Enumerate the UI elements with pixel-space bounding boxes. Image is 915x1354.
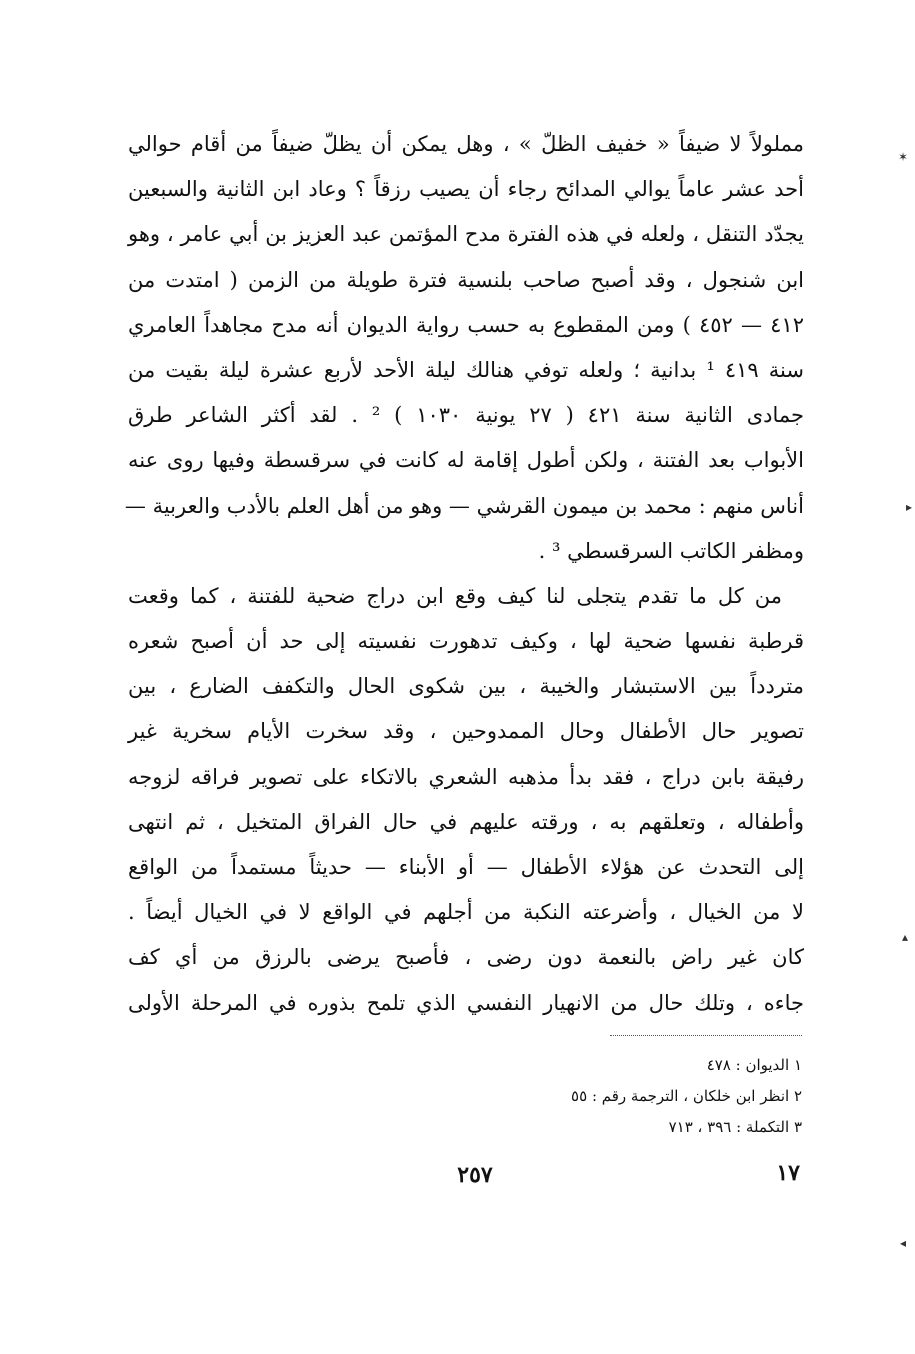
text-line: قرطبة نفسها ضحية لها ، وكيف تدهورت نفسيته إلى حد أن أصبح شعره bbox=[128, 629, 804, 654]
text-line: رفيقة بابن دراج ، فقد بدأ مذهبه الشعري بالاتكاء على تصوير فراقه لزوجه bbox=[128, 764, 804, 789]
text-line: مملولاً لا ضيفاً « خفيف الظلّ » ، وهل يمكن أن يظلّ ضيفاً من أقام حوالي bbox=[128, 132, 804, 156]
footnote: ١ الديوان : ٤٧٨ bbox=[706, 1056, 802, 1074]
text-line: أناس منهم : محمد بن ميمون القرشي — وهو من أهل العلم بالأدب والعربية — bbox=[124, 493, 804, 518]
body-text bbox=[124, 122, 805, 1026]
text-line: ٤١٢ — ٤٥٢ ) ومن المقطوع به حسب رواية الديوان أنه مدح مجاهداً العامري bbox=[128, 312, 804, 337]
text-line: ومظفر الكاتب السرقسطي ³ . bbox=[538, 538, 804, 563]
text-line: وأطفاله ، وتعلقهم به ، ورقته عليهم في حال الفراق المتخيل ، ثم انتهى bbox=[128, 809, 804, 834]
scan-mark-icon: ▸ bbox=[906, 500, 913, 514]
footnote: ٣ التكملة : ٣٩٦ ، ٧١٣ bbox=[668, 1118, 802, 1136]
text-line: لا من الخيال ، وأضرعته النكبة من أجلهم في الواقع لا في الخيال أيضاً . bbox=[128, 900, 804, 925]
text-line: يجدّد التنقل ، ولعله في هذه الفترة مدح المؤتمن عبد العزيز بن أبي عامر ، وهو bbox=[128, 222, 804, 247]
text-line: ابن شنجول ، وقد أصبح صاحب بلنسية فترة طويلة من الزمن ( امتدت من bbox=[128, 267, 804, 292]
text-line: جمادى الثانية سنة ٤٢١ ( ٢٧ يونية ١٠٣٠ ) ² . لقد أكثر الشاعر طرق bbox=[128, 403, 805, 428]
signature-mark: ١٧ bbox=[776, 1160, 800, 1186]
text-line: كان غير راض بالنعمة دون رضى ، فأصبح يرضى بالرزق من أي كف bbox=[128, 945, 804, 970]
footnotes bbox=[440, 1050, 802, 1143]
footnote-divider bbox=[610, 1035, 802, 1036]
text-line: الأبواب بعد الفتنة ، ولكن أطول إقامة له كانت في سرقسطة وفيها روى عنه bbox=[128, 448, 804, 473]
scan-mark-icon: ▴ bbox=[902, 930, 909, 944]
page-number: ٢٥٧ bbox=[457, 1162, 493, 1188]
text-line: سنة ٤١٩ ¹ بدانية ؛ ولعله توفي هنالك ليلة الأحد لأربع عشرة ليلة بقيت من bbox=[128, 357, 804, 382]
text-line: تصوير حال الأطفال وحال الممدوحين ، وقد سخرت الأيام سخرية غير bbox=[128, 719, 804, 744]
text-line: من كل ما تقدم يتجلى لنا كيف وقع ابن دراج ضحية للفتنة ، كما وقعت bbox=[128, 583, 782, 608]
scan-mark-icon: ◂ bbox=[900, 1236, 907, 1250]
scan-mark-icon: ✶ bbox=[898, 150, 909, 164]
text-line: أحد عشر عاماً يوالي المدائح رجاء أن يصيب رزقاً ؟ وعاد ابن الثانية والسبعين bbox=[128, 177, 804, 202]
text-line: متردداً بين الاستبشار والخيبة ، بين شكوى الحال والتكفف الضارع ، بين bbox=[128, 674, 804, 699]
text-line: إلى التحدث عن هؤلاء الأطفال — أو الأبناء — حديثاً مستمداً من الواقع bbox=[128, 855, 804, 879]
text-line: جاءه ، وتلك حال من الانهيار النفسي الذي تلمح بذوره في المرحلة الأولى bbox=[128, 990, 804, 1015]
footnote: ٢ انظر ابن خلكان ، الترجمة رقم : ٥٥ bbox=[571, 1087, 802, 1105]
